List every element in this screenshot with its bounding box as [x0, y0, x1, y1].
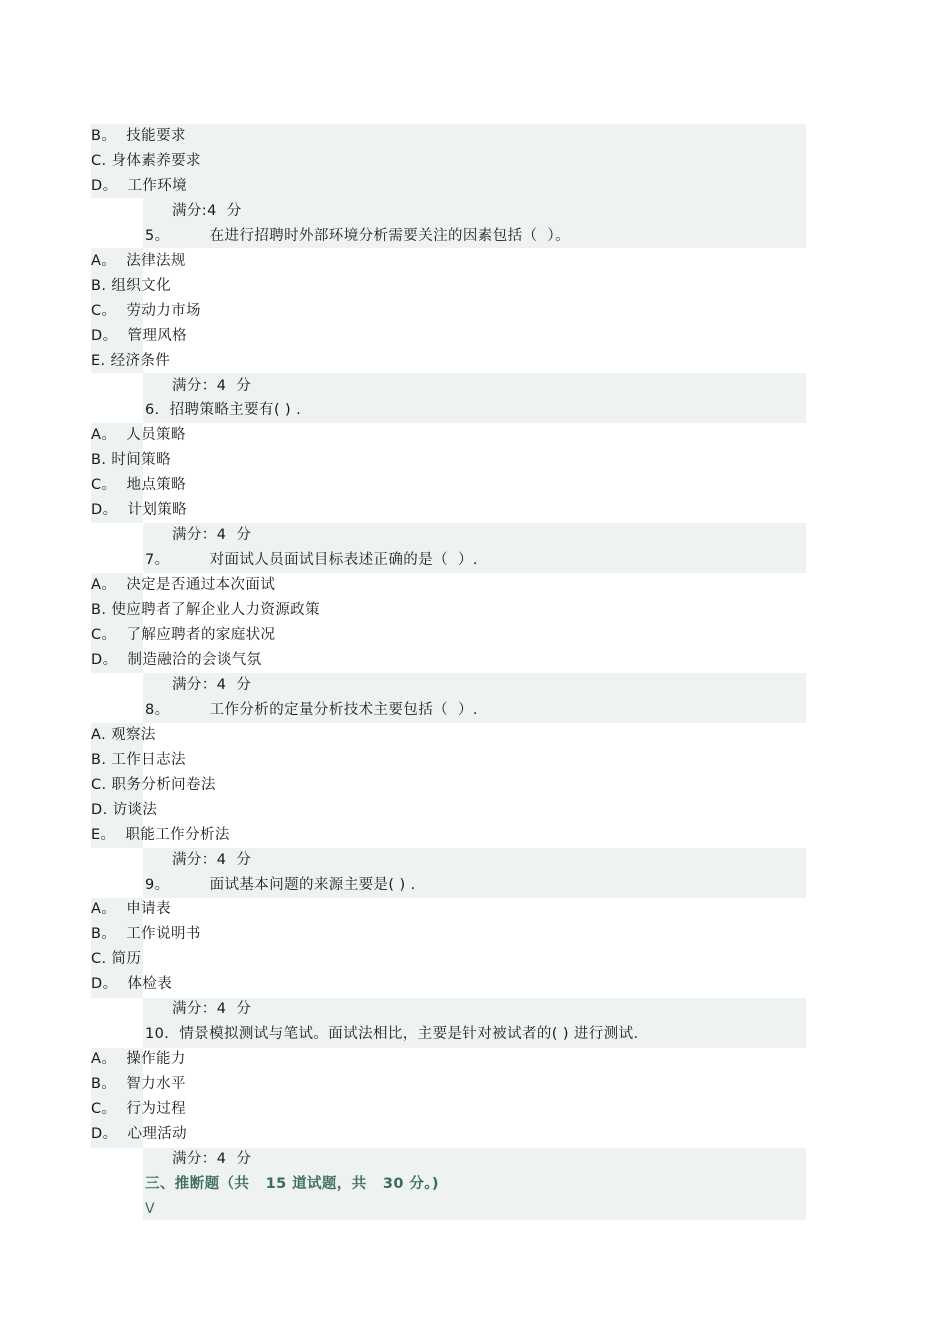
- question-text: 7。 对面试人员面试目标表述正确的是（ ）.: [145, 552, 478, 569]
- answer-option: B. 时间策略: [91, 452, 171, 469]
- answer-option: C。 了解应聘者的家庭状况: [91, 627, 276, 643]
- answer-option: A。 人员策略: [91, 427, 186, 444]
- answer-mark: V: [145, 1200, 155, 1217]
- answer-option: D。 工作环境: [91, 177, 188, 194]
- answer-option: D。 心理活动: [91, 1126, 188, 1142]
- answer-option: C。 劳动力市场: [91, 302, 201, 319]
- score-label: 满分：4 分: [172, 676, 252, 693]
- answer-option: B. 组织文化: [91, 277, 171, 294]
- score-label: 满分：4 分: [172, 851, 252, 868]
- answer-option: A。 法律法规: [91, 252, 186, 269]
- question-text: 8。 工作分析的定量分析技术主要包括（ ）.: [145, 701, 478, 718]
- answer-option: A。 申请表: [91, 901, 171, 918]
- answer-option: D。 计划策略: [91, 502, 188, 519]
- answer-option: D。 管理风格: [91, 327, 188, 344]
- score-label: 满分：4 分: [172, 1150, 252, 1167]
- section-heading: 三、推断题（共 15 道试题，共 30 分。): [145, 1175, 439, 1192]
- answer-option: A。 操作能力: [91, 1051, 186, 1068]
- answer-option: B. 使应聘者了解企业人力资源政策: [91, 602, 320, 618]
- score-label: 满分：4 分: [172, 1001, 252, 1018]
- answer-option: E。 职能工作分析法: [91, 826, 230, 843]
- answer-option: D。 体检表: [91, 976, 173, 993]
- answer-option: E. 经济条件: [91, 352, 171, 369]
- score-label: 满分：4 分: [172, 377, 252, 394]
- question-text: 9。 面试基本问题的来源主要是( ) .: [145, 876, 416, 893]
- answer-option: C。 行为过程: [91, 1101, 187, 1117]
- answer-option: B。 智力水平: [91, 1076, 186, 1093]
- answer-option: C。 地点策略: [91, 477, 187, 494]
- answer-option: B。 工作说明书: [91, 926, 201, 943]
- answer-option: D。 制造融洽的会谈气氛: [91, 651, 262, 668]
- answer-option: B。 技能要求: [91, 128, 186, 144]
- answer-option: B. 工作日志法: [91, 751, 186, 768]
- answer-option: C. 简历: [91, 951, 142, 968]
- score-label: 满分:4 分: [172, 202, 242, 219]
- score-label: 满分：4 分: [172, 527, 252, 544]
- answer-option: C. 身体素养要求: [91, 152, 201, 169]
- answer-option: C. 职务分析问卷法: [91, 776, 216, 793]
- question-text: 10. 情景模拟测试与笔试。面试法相比，主要是针对被试者的( ) 进行测试.: [145, 1026, 639, 1043]
- answer-option: A. 观察法: [91, 726, 156, 743]
- answer-option: A。 决定是否通过本次面试: [91, 577, 276, 594]
- answer-option: D. 访谈法: [91, 801, 158, 818]
- question-text: 6. 招聘策略主要有( ) .: [145, 402, 302, 419]
- question-text: 5。 在进行招聘时外部环境分析需要关注的因素包括（ ）。: [145, 227, 570, 244]
